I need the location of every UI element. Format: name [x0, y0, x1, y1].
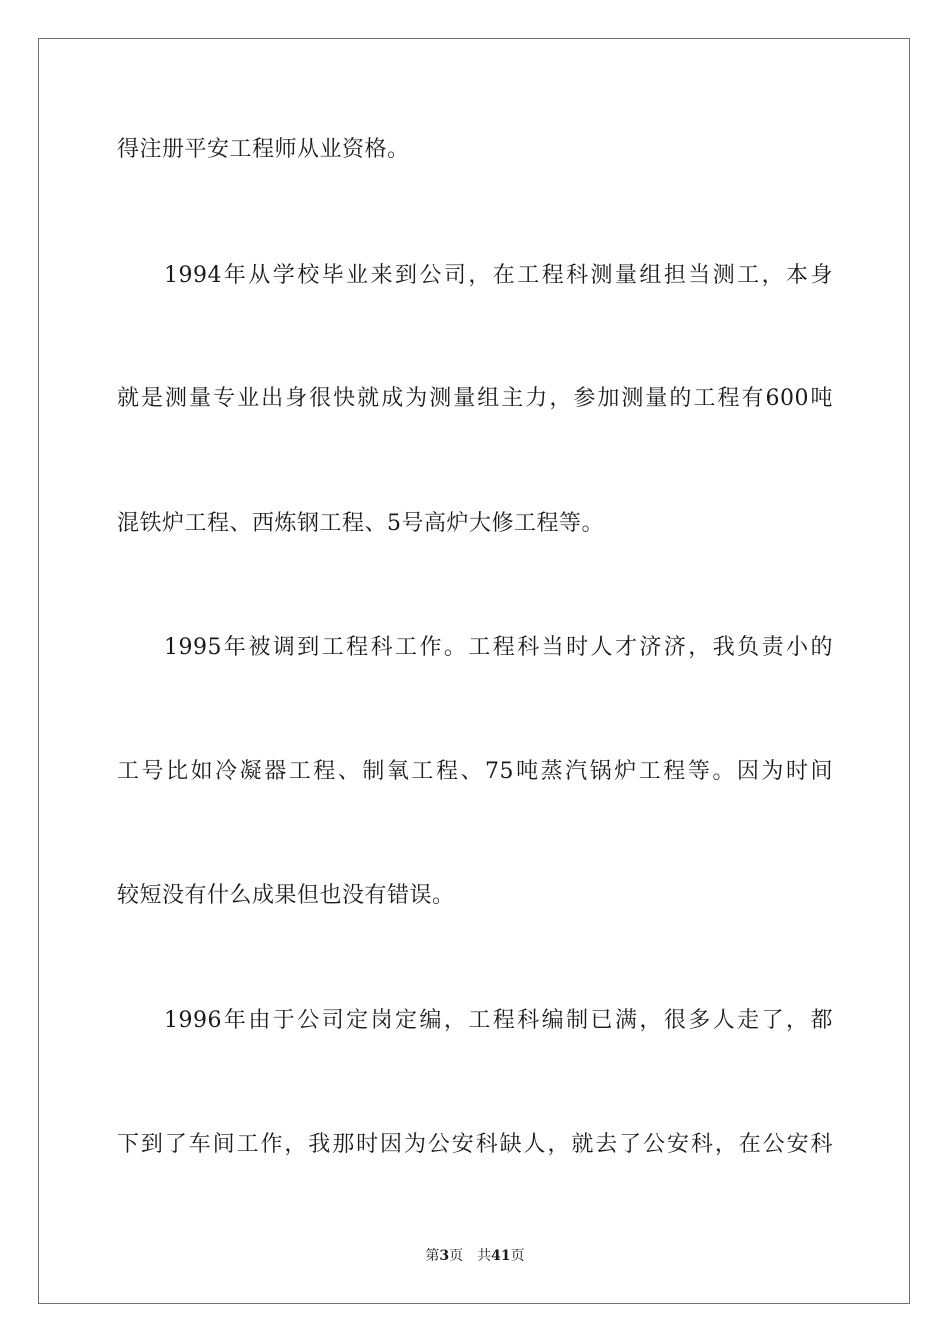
- total-page-count: 41: [491, 1248, 511, 1264]
- page-prefix: 第: [425, 1248, 440, 1264]
- paragraph-line-5: 1995年被调到工程科工作。工程科当时人才济济，我负责小的: [164, 635, 833, 660]
- page-footer: [0, 1247, 950, 1265]
- current-page-number: 3: [439, 1248, 450, 1264]
- paragraph-line-3: 就是测量专业出身很快就成为测量组主力，参加测量的工程有600吨: [117, 386, 833, 411]
- paragraph-line-8: 1996年由于公司定岗定编，工程科编制已满，很多人走了，都: [164, 1008, 833, 1033]
- total-prefix: 共: [477, 1248, 492, 1264]
- paragraph-line-6: 工号比如冷凝器工程、制氧工程、75吨蒸汽锅炉工程等。因为时间: [117, 759, 833, 784]
- paragraph-line-9: 下到了车间工作，我那时因为公安科缺人，就去了公安科，在公安科: [117, 1132, 833, 1157]
- paragraph-line-7: 较短没有什么成果但也没有错误。: [117, 883, 455, 908]
- paragraph-line-4: 混铁炉工程、西炼钢工程、5号高炉大修工程等。: [117, 511, 604, 536]
- page-border: [38, 38, 910, 1304]
- paragraph-line-2: 1994年从学校毕业来到公司，在工程科测量组担当测工，本身: [164, 263, 833, 288]
- total-suffix: 页: [510, 1248, 525, 1264]
- paragraph-line-1: 得注册平安工程师从业资格。: [117, 137, 410, 162]
- page-suffix: 页: [449, 1248, 464, 1264]
